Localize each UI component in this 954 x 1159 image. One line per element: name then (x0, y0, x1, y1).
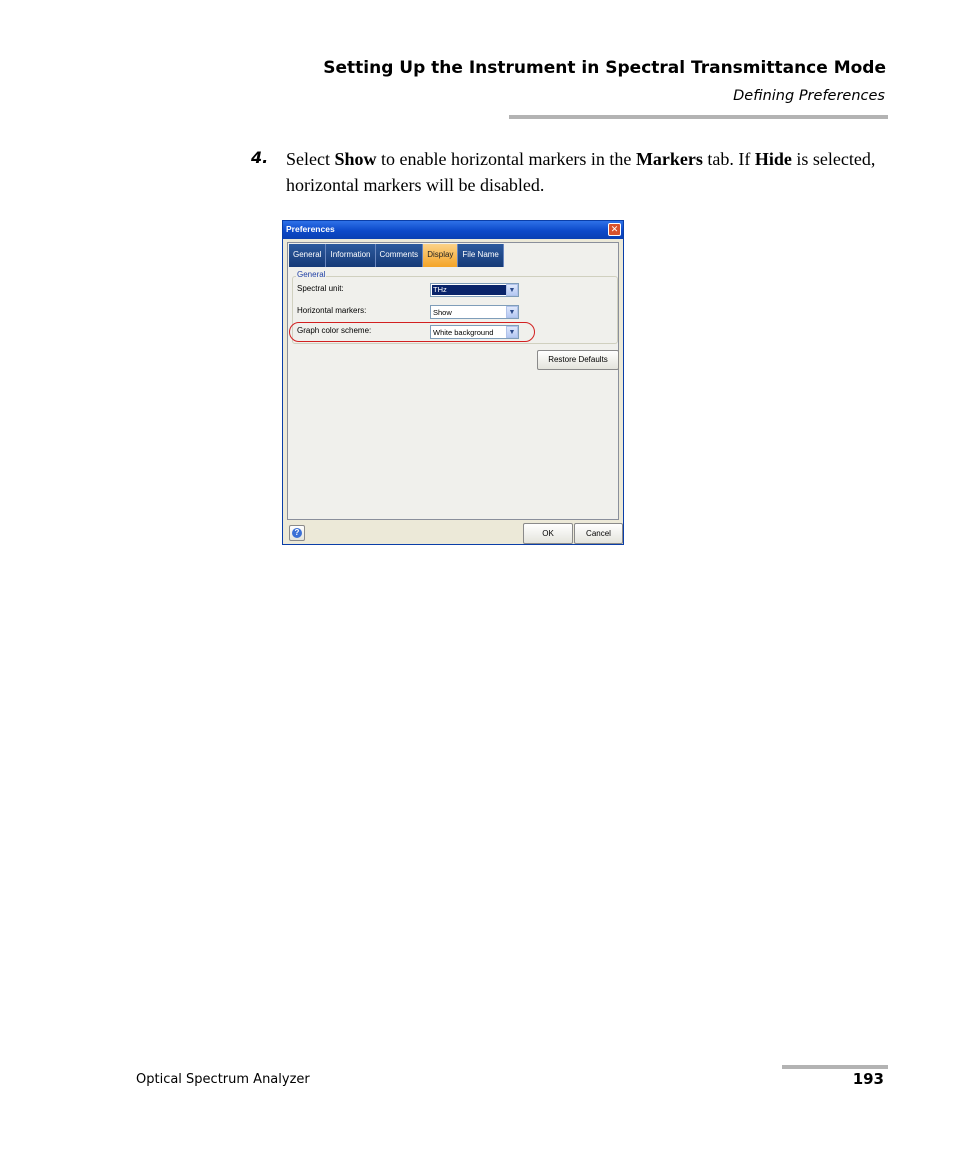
graph-color-scheme-value: White background (433, 328, 494, 337)
dialog-title: Preferences (286, 224, 335, 234)
step-bold-hide: Hide (754, 149, 792, 169)
dialog-client-area (287, 242, 619, 520)
preferences-dialog (282, 220, 624, 545)
graph-color-scheme-label: Graph color scheme: (297, 326, 372, 335)
chevron-down-icon[interactable]: ▼ (506, 326, 518, 338)
step-text-part: Select (286, 149, 335, 169)
close-button[interactable] (608, 223, 621, 236)
step-bold-show: Show (334, 149, 377, 169)
step-bold-markers: Markers (635, 149, 703, 169)
step-number: 4. (251, 148, 269, 167)
spectral-unit-value: THz (432, 285, 506, 295)
tab-display[interactable]: Display (423, 244, 458, 267)
horizontal-markers-label: Horizontal markers: (297, 306, 367, 315)
close-icon: ✕ (610, 224, 619, 234)
general-group-label: General (297, 270, 326, 279)
horizontal-markers-value: Show (433, 308, 452, 317)
footer-rule (782, 1065, 888, 1069)
running-header-title: Setting Up the Instrument in Spectral Transmittance Mode (323, 58, 886, 78)
help-icon: ? (292, 528, 302, 538)
dialog-titlebar (283, 221, 623, 239)
header-rule (509, 115, 888, 119)
tab-comments[interactable]: Comments (376, 244, 424, 267)
footer-product-name: Optical Spectrum Analyzer (136, 1072, 310, 1087)
page-number: 193 (852, 1070, 884, 1088)
tab-strip (289, 244, 504, 267)
step-text-part: is selected, horizontal markers will be disabled. (286, 149, 876, 195)
chevron-down-icon[interactable]: ▼ (506, 306, 518, 318)
step-text-part: to enable horizontal markers in the (376, 149, 636, 169)
graph-color-scheme-select[interactable] (430, 325, 519, 339)
ok-button[interactable]: OK (523, 523, 573, 544)
running-header-subtitle: Defining Preferences (733, 88, 885, 104)
step-text-part: tab. If (702, 149, 755, 169)
horizontal-markers-select[interactable] (430, 305, 519, 319)
tab-general[interactable]: General (289, 244, 326, 267)
step-text (286, 146, 891, 198)
help-button[interactable] (289, 525, 305, 541)
cancel-button[interactable]: Cancel (574, 523, 623, 544)
tab-information[interactable]: Information (326, 244, 375, 267)
tab-file-name[interactable]: File Name (458, 244, 503, 267)
restore-defaults-button[interactable]: Restore Defaults (537, 350, 619, 370)
spectral-unit-select[interactable] (430, 283, 519, 297)
spectral-unit-label: Spectral unit: (297, 284, 344, 293)
chevron-down-icon[interactable]: ▼ (506, 284, 518, 296)
